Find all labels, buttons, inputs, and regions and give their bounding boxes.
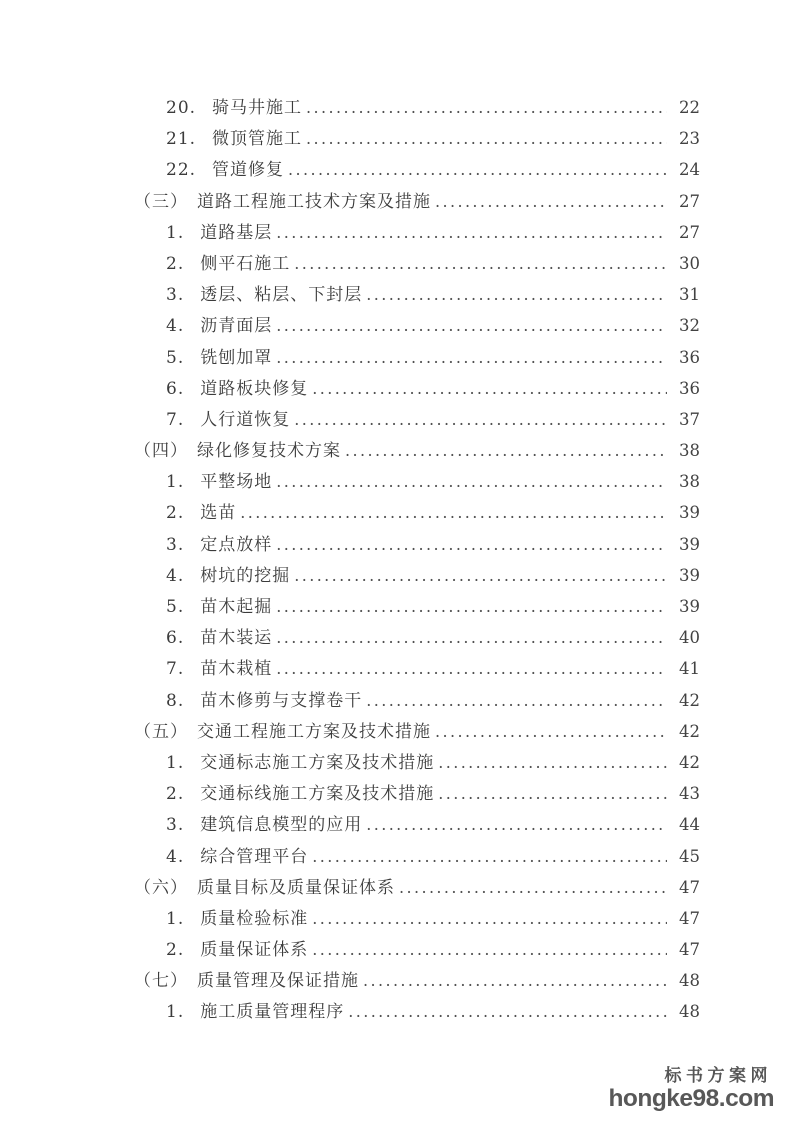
- toc-entry-title: 苗木起掘: [200, 597, 273, 617]
- toc-entry-title: 苗木修剪与支撑卷干: [200, 690, 363, 711]
- toc-entry-title: 交通标志施工方案及技术措施: [200, 752, 435, 773]
- toc-entry-number: （四）: [134, 441, 188, 462]
- toc-row: [134, 497, 700, 528]
- toc-entry-number: （七）: [134, 971, 188, 992]
- toc-row: [134, 154, 700, 185]
- toc-entry-title: 管道修复: [212, 160, 285, 181]
- toc-entry-title: 侧平石施工: [200, 253, 291, 274]
- toc-entry-title: 绿化修复技术方案: [197, 441, 341, 462]
- toc-entry-page: 44: [679, 815, 700, 835]
- toc-entry-page: 24: [679, 160, 700, 180]
- dot-leader: [438, 747, 667, 779]
- dot-leader: [435, 716, 667, 748]
- toc-row: [134, 716, 700, 747]
- toc-row: [134, 123, 700, 154]
- toc-entry-number: 4.: [166, 565, 185, 586]
- toc-row: [134, 217, 700, 248]
- dot-leader: [276, 342, 667, 374]
- toc-entry-title: 骑马井施工: [212, 98, 303, 118]
- toc-entry-number: （三）: [134, 191, 188, 212]
- toc-row: [134, 934, 700, 965]
- toc-entry-title: 平整场地: [200, 472, 273, 493]
- dot-leader: [276, 217, 667, 249]
- toc-entry-title: 透层、粘层、下封层: [200, 285, 363, 306]
- dot-leader: [276, 653, 667, 685]
- toc-row: [134, 903, 700, 934]
- toc-row: [134, 809, 700, 840]
- toc-row: [134, 560, 700, 591]
- toc-entry-page: 23: [679, 129, 700, 149]
- dot-leader: [438, 778, 667, 810]
- dot-leader: [366, 279, 667, 311]
- toc-entry-page: 41: [679, 659, 700, 679]
- toc-row: [134, 404, 700, 435]
- toc-entry-number: 1.: [166, 472, 185, 493]
- toc-entry-page: 47: [679, 940, 700, 960]
- toc-entry-number: 2.: [166, 784, 185, 805]
- toc-entry-title: 选苗: [200, 503, 237, 524]
- toc-entry-page: 40: [679, 628, 700, 648]
- toc-entry-page: 38: [679, 472, 700, 492]
- toc-entry-title: 道路工程施工技术方案及措施: [197, 191, 431, 212]
- dot-leader: [312, 903, 667, 935]
- toc-entry-number: 4.: [166, 316, 185, 337]
- toc-entry-page: 31: [679, 285, 700, 305]
- toc-entry-title: 质量检验标准: [200, 908, 309, 929]
- toc-row: [134, 653, 700, 684]
- toc-entry-number: 6.: [166, 628, 185, 649]
- watermark-site-name: 标书方案网: [664, 1065, 772, 1086]
- toc-entry-page: 30: [679, 253, 700, 273]
- toc-row: [134, 435, 700, 466]
- toc-entry-page: 48: [679, 1002, 700, 1022]
- toc-entry-number: 3.: [166, 815, 185, 836]
- toc-row: [134, 310, 700, 341]
- toc-entry-title: 质量管理及保证措施: [197, 971, 359, 992]
- toc-entry-page: 39: [679, 503, 700, 523]
- dot-leader: [294, 560, 667, 592]
- toc-entry-page: 47: [679, 877, 700, 897]
- dot-leader: [348, 996, 667, 1028]
- dot-leader: [240, 497, 667, 529]
- watermark-site-url: hongke98.com: [608, 1084, 774, 1112]
- toc-entry-title: 树坑的挖掘: [200, 565, 291, 586]
- toc-entry-number: 3.: [166, 285, 185, 306]
- dot-leader: [312, 934, 667, 966]
- toc-entry-page: 45: [679, 846, 700, 866]
- watermark: [608, 1065, 774, 1112]
- toc-entry-number: 7.: [166, 659, 185, 680]
- toc-entry-title: 道路板块修复: [200, 378, 309, 399]
- dot-leader: [363, 965, 667, 997]
- toc-row: [134, 186, 700, 217]
- toc-row: [134, 466, 700, 497]
- dot-leader: [435, 186, 667, 218]
- toc-entry-number: 5.: [166, 347, 185, 368]
- toc-entry-number: 1.: [166, 222, 185, 243]
- dot-leader: [306, 123, 667, 155]
- toc-entry-number: （五）: [134, 721, 188, 742]
- toc-entry-page: 36: [679, 378, 700, 398]
- dot-leader: [366, 685, 667, 717]
- toc-row: [134, 92, 700, 123]
- toc-entry-number: 2.: [166, 253, 185, 274]
- dot-leader: [345, 435, 667, 467]
- toc-entry-title: 苗木装运: [200, 628, 273, 649]
- toc-entry-title: 质量目标及质量保证体系: [197, 877, 395, 898]
- toc-entry-number: 1.: [166, 908, 185, 929]
- dot-leader: [366, 809, 667, 841]
- toc-entry-page: 22: [679, 98, 700, 117]
- toc-entry-title: 沥青面层: [200, 316, 273, 337]
- dot-leader: [312, 373, 667, 405]
- dot-leader: [276, 591, 667, 623]
- toc-entry-number: 2.: [166, 503, 185, 524]
- toc-entry-number: 3.: [166, 534, 185, 555]
- toc-entry-page: 37: [679, 409, 700, 429]
- toc-entry-number: 5.: [166, 597, 185, 617]
- toc-row: [134, 622, 700, 653]
- toc-entry-title: 质量保证体系: [200, 940, 309, 961]
- toc-entry-title: 交通工程施工方案及技术措施: [197, 721, 431, 742]
- toc-entry-number: 1.: [166, 1002, 185, 1023]
- toc-entry-number: （六）: [134, 877, 188, 898]
- toc-row: [134, 872, 700, 903]
- toc-entry-page: 39: [679, 565, 700, 585]
- toc-entry-number: 6.: [166, 378, 185, 399]
- dot-leader: [294, 404, 667, 436]
- dot-leader: [288, 154, 667, 186]
- toc-entry-title: 人行道恢复: [200, 409, 291, 430]
- toc-row: [134, 747, 700, 778]
- toc-entry-page: 27: [679, 222, 700, 242]
- toc-entry-number: 21.: [166, 129, 197, 150]
- toc-entry-number: 4.: [166, 846, 185, 867]
- toc-entry-page: 47: [679, 908, 700, 928]
- dot-leader: [276, 466, 667, 498]
- toc-entry-page: 42: [679, 721, 700, 741]
- toc-entry-page: 48: [679, 971, 700, 991]
- toc-entry-page: 27: [679, 191, 700, 211]
- toc-row: [134, 248, 700, 279]
- dot-leader: [276, 310, 667, 342]
- dot-leader: [276, 622, 667, 654]
- toc-entry-number: 7.: [166, 409, 185, 430]
- toc-entry-title: 建筑信息模型的应用: [200, 815, 363, 836]
- toc-row: [134, 591, 700, 622]
- toc-entry-page: 36: [679, 347, 700, 367]
- toc-entry-page: 42: [679, 752, 700, 772]
- toc-entry-title: 定点放样: [200, 534, 273, 555]
- toc-entry-number: 20.: [166, 98, 197, 118]
- table-of-contents: [134, 92, 700, 1028]
- toc-row: [134, 529, 700, 560]
- dot-leader: [312, 841, 667, 873]
- toc-entry-title: 道路基层: [200, 222, 273, 243]
- toc-entry-title: 交通标线施工方案及技术措施: [200, 784, 435, 805]
- toc-row: [134, 841, 700, 872]
- dot-leader: [399, 872, 667, 904]
- toc-entry-title: 施工质量管理程序: [200, 1002, 345, 1023]
- toc-entry-page: 43: [679, 784, 700, 804]
- toc-entry-number: 22.: [166, 160, 197, 181]
- toc-entry-page: 38: [679, 441, 700, 461]
- toc-row: [134, 965, 700, 996]
- toc-entry-number: 8.: [166, 690, 185, 711]
- toc-row: [134, 342, 700, 373]
- dot-leader: [294, 248, 667, 280]
- toc-entry-page: 32: [679, 316, 700, 336]
- toc-row: [134, 279, 700, 310]
- toc-entry-title: 微顶管施工: [212, 129, 303, 150]
- toc-entry-page: 39: [679, 597, 700, 616]
- dot-leader: [306, 92, 667, 124]
- toc-entry-title: 苗木栽植: [200, 659, 273, 680]
- toc-entry-number: 2.: [166, 940, 185, 961]
- toc-entry-title: 铣刨加罩: [200, 347, 273, 368]
- toc-row: [134, 685, 700, 716]
- toc-row: [134, 996, 700, 1027]
- toc-row: [134, 778, 700, 809]
- toc-entry-number: 1.: [166, 752, 185, 773]
- toc-entry-title: 综合管理平台: [200, 846, 309, 867]
- toc-entry-page: 42: [679, 690, 700, 710]
- dot-leader: [276, 529, 667, 561]
- toc-entry-page: 39: [679, 534, 700, 554]
- toc-row: [134, 373, 700, 404]
